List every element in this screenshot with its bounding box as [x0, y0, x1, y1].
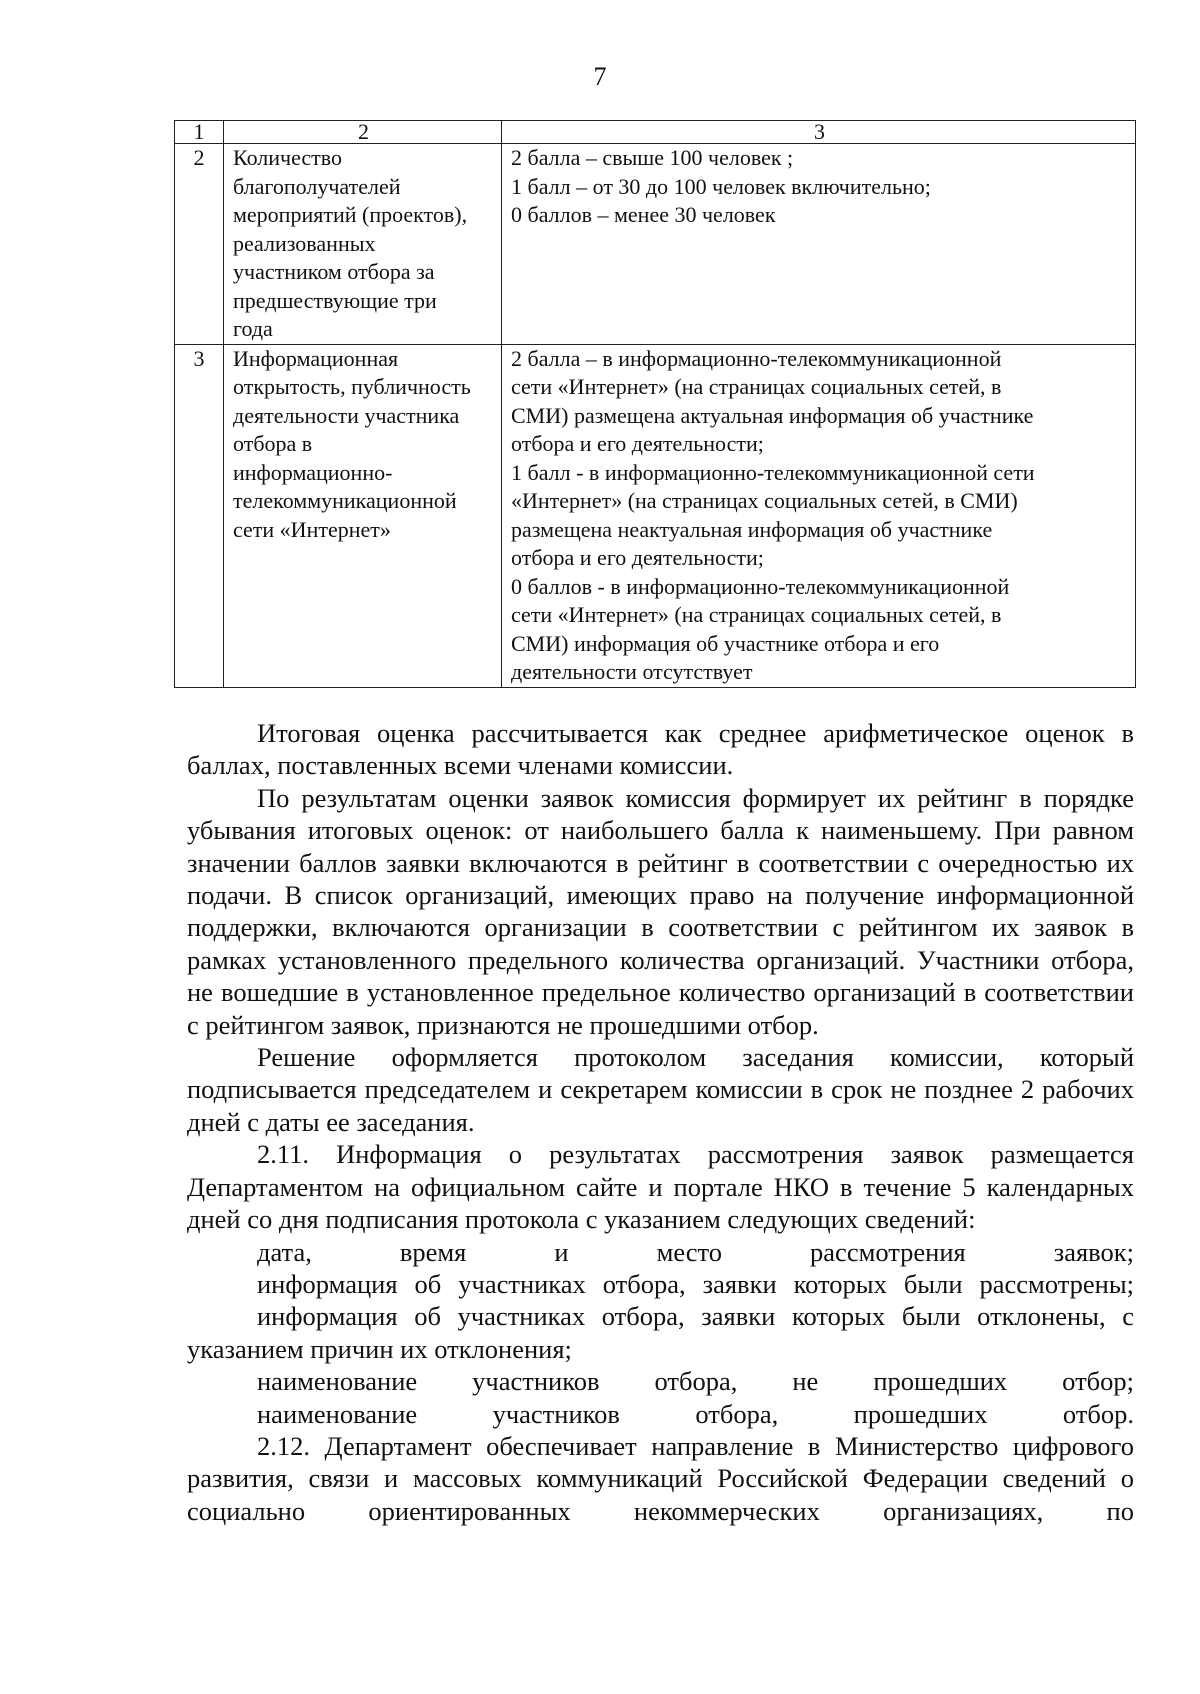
score-line: 0 баллов - в информационно-телекоммуникационной [511, 573, 1010, 599]
score-line: размещена неактуальная информация об участнике [511, 516, 993, 542]
score-line: отбора и его деятельности; [511, 545, 764, 570]
criterion-name-line: открытость, публичность [233, 374, 471, 399]
score-line: «Интернет» (на страницах социальных сетей, в СМИ) [511, 488, 1018, 513]
paragraph-final-score: Итоговая оценка рассчитывается как среднее арифметическое оценок в баллах, поставленных всеми членами комиссии. [187, 718, 1134, 781]
criterion-name-line: Информационная [233, 345, 399, 371]
paragraph-2-11: 2.11. Информация о результатах рассмотрения заявок размещается Департаментом на официальном сайте и портале НКО в течение 5 календарных дней со дня подписания протокола с указанием следующих сведений: [187, 1139, 1134, 1235]
score-line: 2 балла – в информационно-телекоммуникационной [511, 345, 1002, 371]
criterion-name-line: реализованных [233, 230, 376, 256]
score-line: деятельности отсутствует [511, 659, 753, 684]
score-line: сети «Интернет» (на страницах социальных сетей, в [511, 602, 1002, 627]
criterion-name-line: деятельности участника [233, 402, 460, 428]
criterion-name-line: года [233, 316, 273, 341]
score-line: 1 балл - в информационно-телекоммуникационной сети [511, 459, 1035, 485]
criterion-scores [502, 344, 1136, 687]
criterion-name-line: участником отбора за [233, 259, 435, 284]
score-line: отбора и его деятельности; [511, 431, 764, 456]
table-header-cell: 2 [224, 121, 502, 144]
score-line: СМИ) размещена актуальная информация об участнике [511, 402, 1034, 428]
criterion-name [224, 344, 502, 687]
body-text [187, 717, 1134, 1527]
criterion-name-line: благополучателей [233, 173, 401, 199]
paragraph-rating: По результатам оценки заявок комиссия формирует их рейтинг в порядке убывания итоговых оценок: от наибольшего балла к наименьшему. При равном значении баллов заявки включаются в рейтинг в соответствии с очередностью их подачи. В список организаций, имеющих право на получение информационной поддержки, включаются организации в соответствии с рейтингом их заявок в рамках установленного предельного количества организаций. Участники отбора, не вошедшие в установленное предельное количество организаций в соответствии с рейтингом заявок, признаются не прошедшими отбор. [187, 782, 1134, 1040]
list-item: наименование участников отбора, не прошедших отбор; [257, 1366, 1134, 1397]
score-line: СМИ) информация об участнике отбора и его [511, 630, 940, 656]
score-line: 1 балл – от 30 до 100 человек включительно; [511, 173, 931, 199]
criteria-table [174, 120, 1136, 688]
list-item: наименование участников отбора, прошедших отбор. [257, 1398, 1134, 1429]
score-line: сети «Интернет» (на страницах социальных сетей, в [511, 374, 1002, 399]
row-number: 3 [175, 344, 224, 687]
score-line: 2 балла – свыше 100 человек ; [511, 145, 794, 170]
criterion-name-line: сети «Интернет» [233, 516, 391, 542]
criterion-name [224, 144, 502, 345]
table-header-row [175, 121, 1136, 144]
table-header-cell: 1 [175, 121, 224, 144]
criterion-name-line: Количество [233, 145, 343, 170]
table-row [175, 144, 1136, 345]
list-item: дата, время и место рассмотрения заявок; [257, 1236, 1134, 1267]
score-line: 0 баллов – менее 30 человек [511, 202, 776, 227]
page-number: 7 [593, 62, 607, 91]
criterion-name-line: информационно- [233, 459, 393, 485]
criterion-scores [502, 144, 1136, 345]
table-header-cell: 3 [502, 121, 1136, 144]
table-row [175, 344, 1136, 687]
list-item: информация об участниках отбора, заявки которых были рассмотрены; [257, 1268, 1134, 1299]
paragraph-2-12: 2.12. Департамент обеспечивает направление в Министерство цифрового развития, связи и массовых коммуникаций Российской Федерации сведений о социально ориентированных некоммерческих организациях, по [187, 1430, 1134, 1526]
criterion-name-line: отбора в [233, 431, 313, 456]
criterion-name-line: предшествующие три [233, 287, 437, 313]
criterion-name-line: мероприятий (проектов), [233, 202, 468, 227]
list-item: информация об участниках отбора, заявки которых были отклонены, с указанием причин их отклонения; [187, 1301, 1134, 1364]
row-number: 2 [175, 144, 224, 345]
criterion-name-line: телекоммуникационной [233, 488, 457, 513]
paragraph-decision: Решение оформляется протоколом заседания комиссии, который подписывается председателем и секретарем комиссии в срок не позднее 2 рабочих дней с даты ее заседания. [187, 1042, 1134, 1137]
